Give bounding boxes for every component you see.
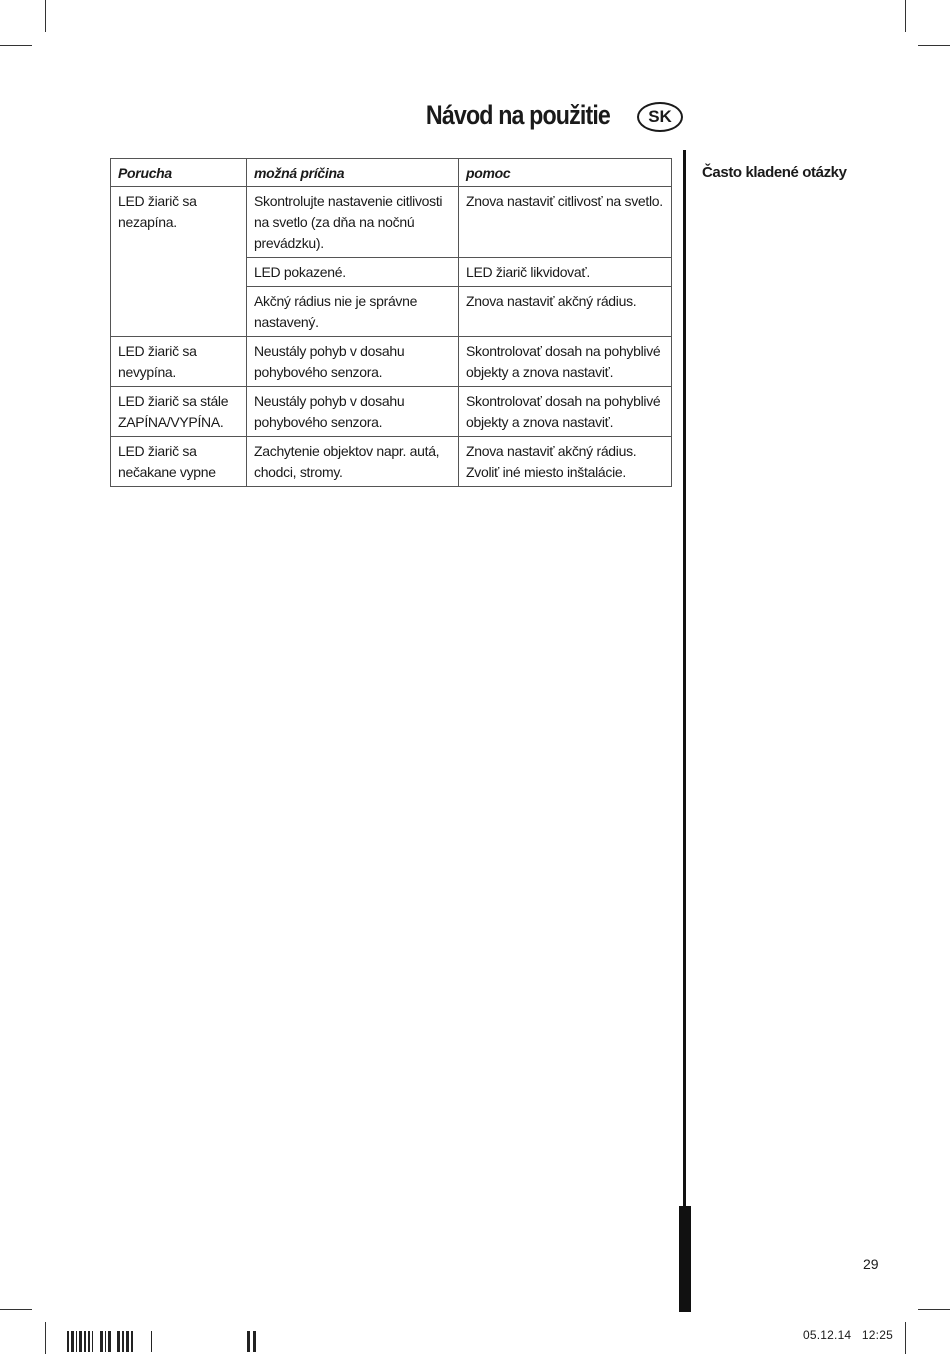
cause-cell: Neustály pohyb v dosahu pohybového senzora. [247,337,459,387]
cause-cell: LED pokazené. [247,258,459,287]
print-date: 05.12.14 [803,1328,852,1342]
language-badge [637,102,683,132]
crop-mark [0,1309,32,1310]
language-code: SK [648,107,672,126]
remedy-cell: Skontrolovať dosah na pohyblivé objekty a znova nastaviť. [459,337,672,387]
crop-mark [905,0,906,32]
troubleshooting-table [110,158,672,487]
crop-mark [918,45,950,46]
crop-mark [905,1322,906,1354]
table-header-row [111,159,672,187]
section-heading: Často kladené otázky [702,164,847,181]
table-row [111,187,672,258]
page-number: 29 [863,1256,879,1272]
page-edge-marker [679,1206,691,1312]
crop-mark [918,1309,950,1310]
fault-cell: LED žiarič sa nevypína. [111,337,247,387]
cause-cell: Akčný rádius nie je správne nastavený. [247,287,459,337]
crop-mark [45,0,46,32]
print-timestamp [803,1328,893,1342]
remedy-cell: Znova nastaviť akčný rádius. Zvoliť iné miesto inštalácie. [459,437,672,487]
remedy-cell: Znova nastaviť citlivosť na svetlo. [459,187,672,258]
column-header-fault: Porucha [111,159,247,187]
barcode-icon [67,1331,267,1352]
remedy-cell: Znova nastaviť akčný rádius. [459,287,672,337]
remedy-cell: LED žiarič likvidovať. [459,258,672,287]
fault-cell: LED žiarič sa nečakane vypne [111,437,247,487]
fault-cell: LED žiarič sa stále ZAPÍNA/VYPÍNA. [111,387,247,437]
table-row [111,337,672,387]
cause-cell: Neustály pohyb v dosahu pohybového senzora. [247,387,459,437]
crop-mark [0,45,32,46]
remedy-cell: Skontrolovať dosah na pohyblivé objekty a znova nastaviť. [459,387,672,437]
cause-cell: Zachytenie objektov napr. autá, chodci, stromy. [247,437,459,487]
print-time: 12:25 [861,1328,893,1342]
vertical-divider [683,150,686,1206]
crop-mark [45,1322,46,1354]
column-header-cause: možná príčina [247,159,459,187]
column-header-remedy: pomoc [459,159,672,187]
table-row [111,437,672,487]
fault-cell: LED žiarič sa nezapína. [111,187,247,337]
cause-cell: Skontrolujte nastavenie citlivosti na svetlo (za dňa na nočnú prevádzku). [247,187,459,258]
page-title: Návod na použitie [425,100,610,130]
table-row [111,387,672,437]
